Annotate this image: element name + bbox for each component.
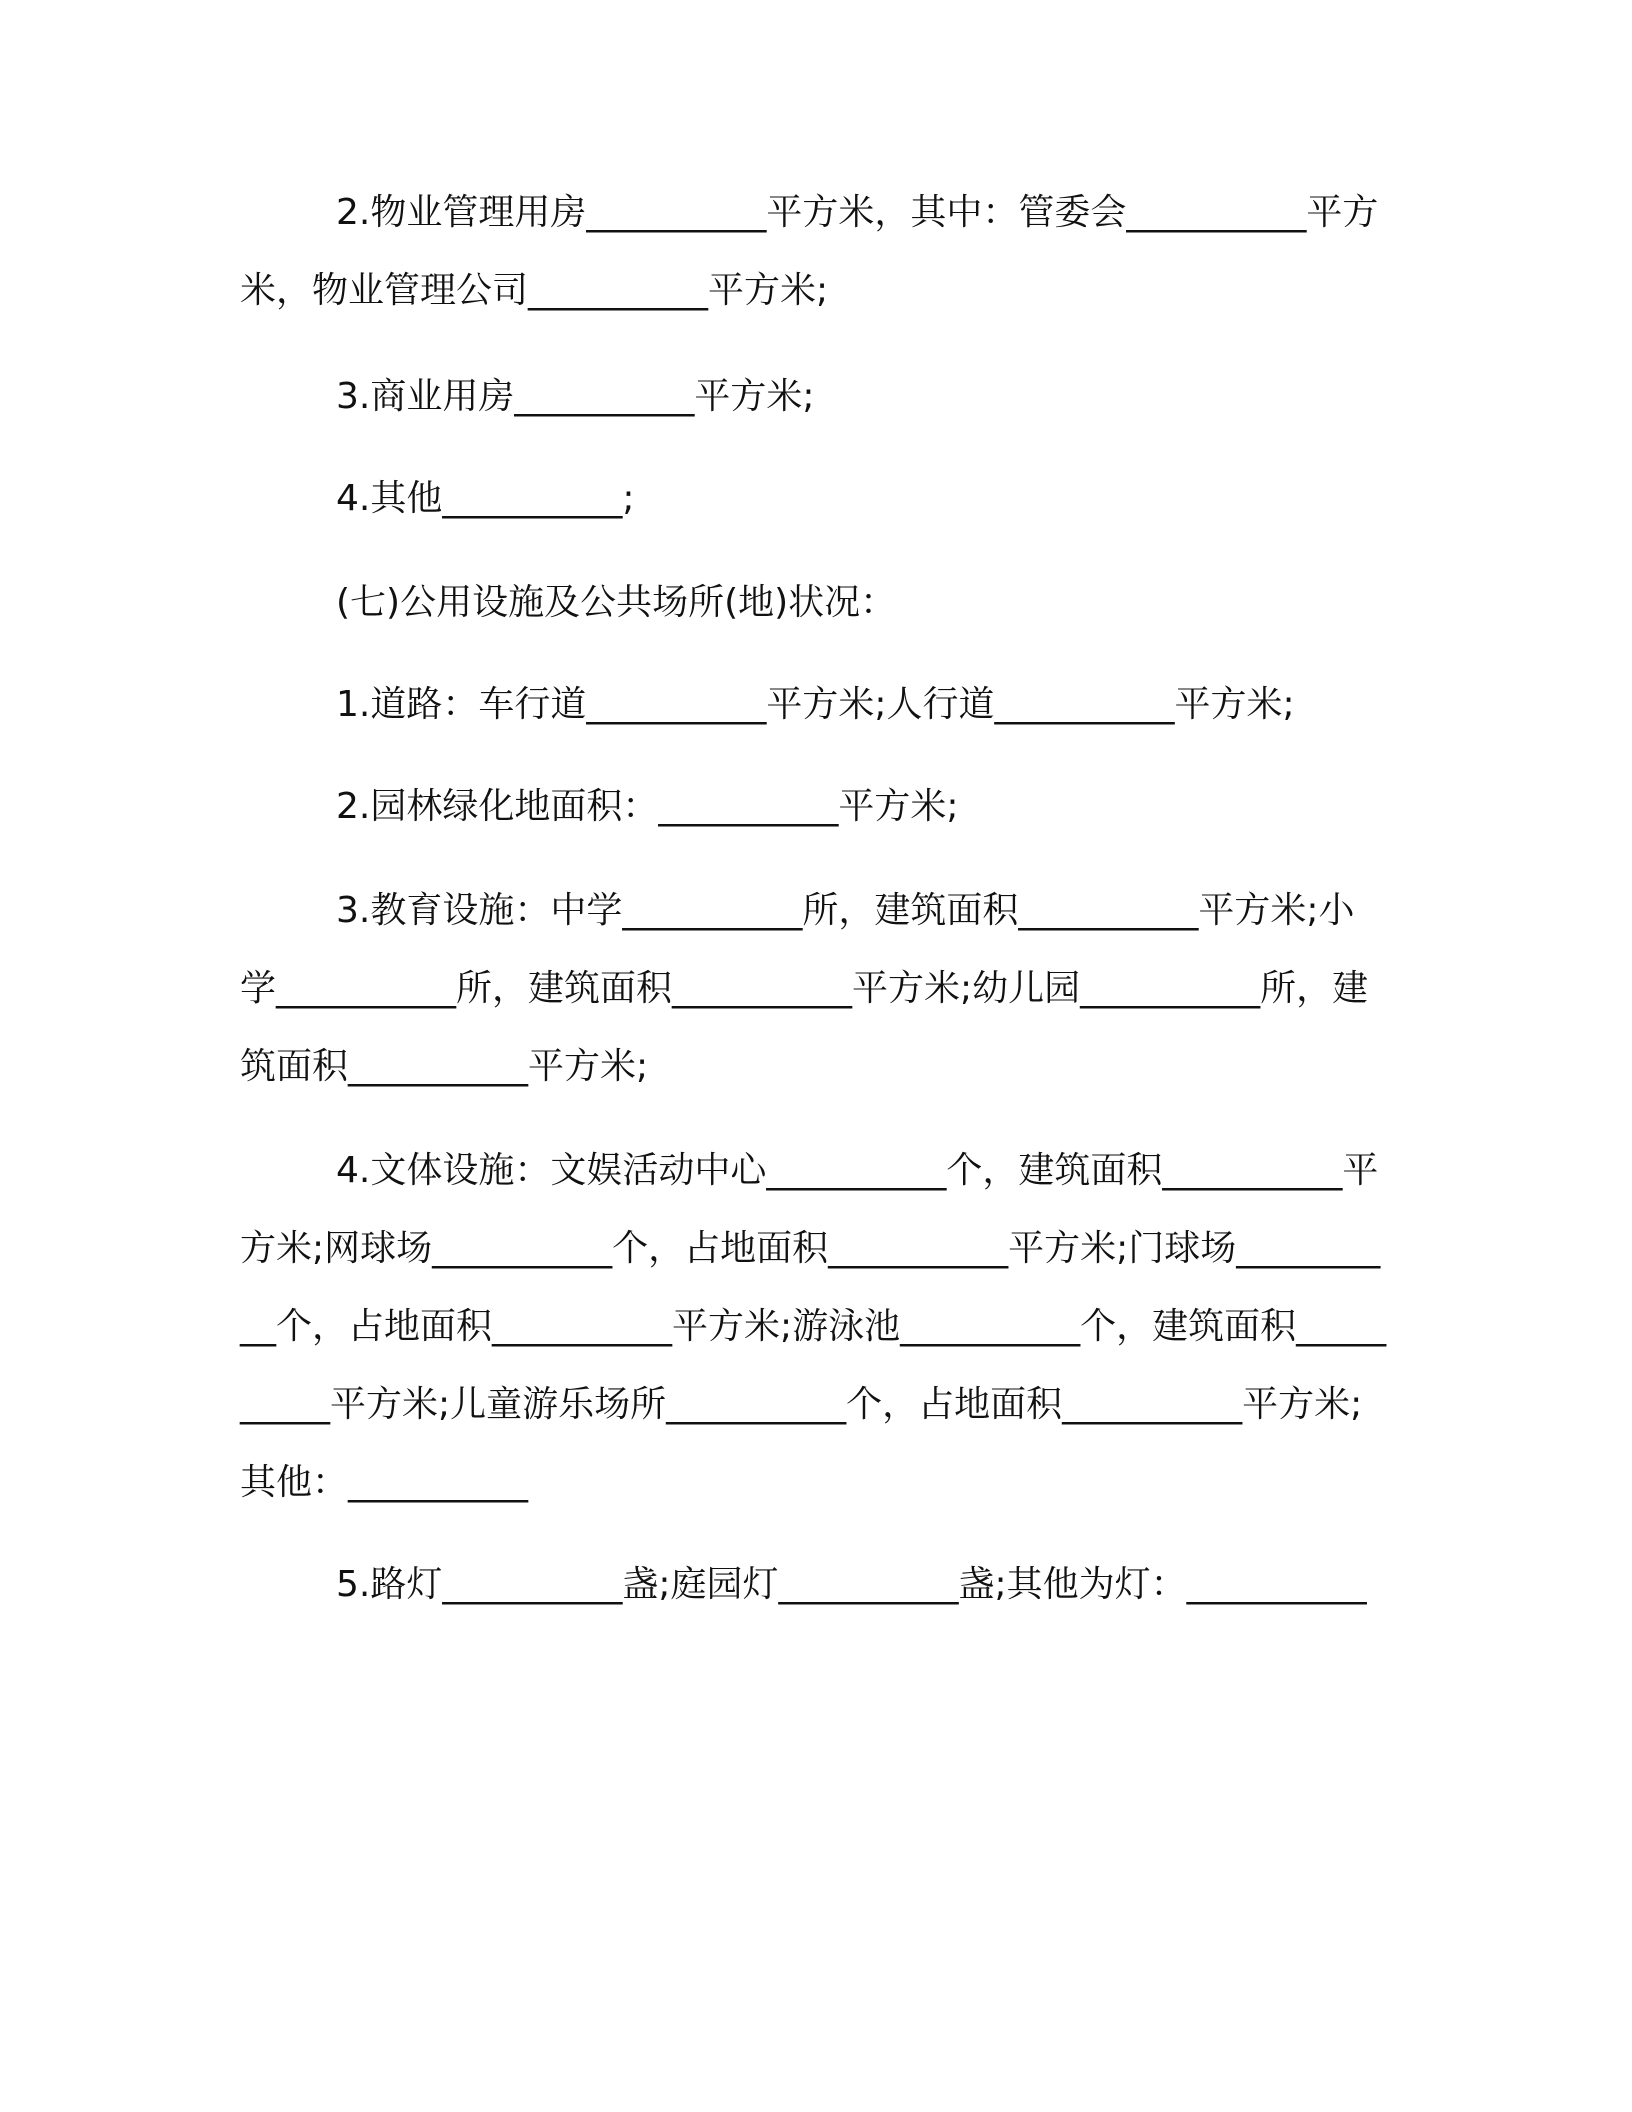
section-heading-public-facilities: (七)公用设施及公共场所(地)状况： xyxy=(336,582,897,623)
paragraph-street-lights: 5.路灯__________盏;庭园灯__________盏;其他为灯：__________ xyxy=(336,1564,1367,1605)
paragraph-education-facilities: 3.教育设施：中学__________所，建筑面积__________平方米;小学__________所，建筑面积__________平方米;幼儿园__________所，建筑面积__________平方米; xyxy=(240,890,1369,1087)
paragraph-other: 4.其他__________; xyxy=(336,478,635,519)
paragraph-culture-sports-facilities: 4.文体设施：文娱活动中心__________个，建筑面积__________平方米;网球场__________个，占地面积__________平方米;门球场__________个，占地面积__________平方米;游泳池__________个，建筑面积__________平方米;儿童游乐场所__________个，占地面积__________平方米;其他：__________ xyxy=(240,1150,1387,1503)
paragraph-green-area: 2.园林绿化地面积：__________平方米; xyxy=(336,786,959,827)
paragraph-roads: 1.道路：车行道__________平方米;人行道__________平方米; xyxy=(336,684,1295,725)
paragraph-property-management-rooms: 2.物业管理用房__________平方米，其中：管委会__________平方米，物业管理公司__________平方米; xyxy=(240,192,1379,311)
paragraph-commercial-rooms: 3.商业用房__________平方米; xyxy=(336,376,815,417)
